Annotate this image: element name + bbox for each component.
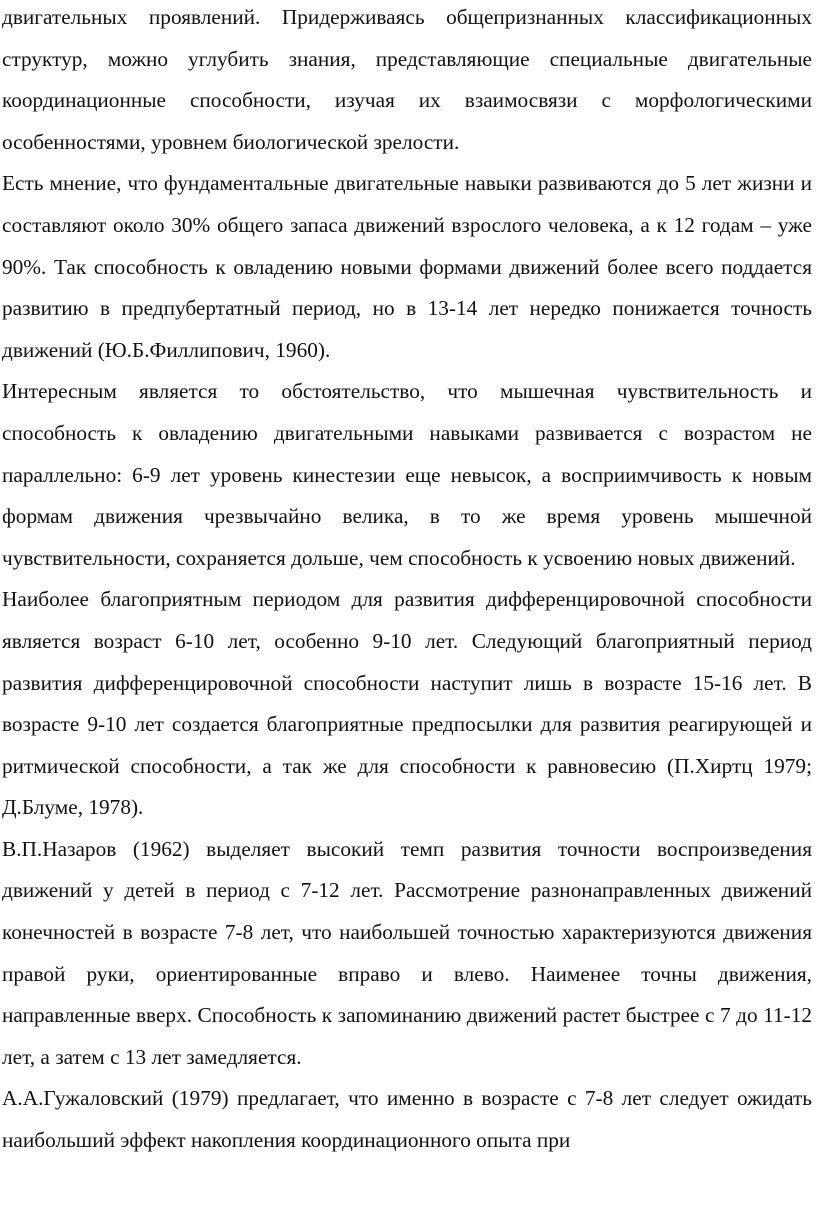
paragraph-5: В.П.Назаров (1962) выделяет высокий темп развития точности воспроизведения движений у детей в период с 7-12 лет. Рассмотрение разнонаправленных движений конечностей в возрасте 7-8 лет, что наибольшей точностью характеризуются движения правой руки, ориентированные вправо и влево. Наименее точны движения, направленные вверх. Способность к запоминанию движений растет быстрее с 7 до 11-12 лет, а затем с 13 лет замедляется. (2, 836, 812, 1069)
paragraph-6: А.А.Гужаловский (1979) предлагает, что именно в возрасте с 7-8 лет следует ожидать наибольший эффект накопления координационного опыта при (2, 1086, 812, 1153)
paragraph-1: двигательных проявлений. Придерживаясь общепризнанных классификационных структур, можно углубить знания, представляющие специальные двигательные координационные способности, изучая их взаимосвязи с морфологическими особенностями, уровнем биологической зрелости. (2, 5, 812, 154)
paragraph-4: Наиболее благоприятным периодом для развития дифференцировочной способности является возраст 6-10 лет, особенно 9-10 лет. Следующий благоприятный период развития дифференцировочной способности наступит лишь в возрасте 15-16 лет. В возрасте 9-10 лет создается благоприятные предпосылки для развития реагирующей и ритмической способности, а так же для способности к равновесию (П.Хиртц 1979; Д.Блуме, 1978). (2, 587, 812, 820)
paragraph-3: Интересным является то обстоятельство, что мышечная чувствительность и способность к овладению двигательными навыками развивается с возрастом не параллельно: 6-9 лет уровень кинестезии еще невысок, а восприимчивость к новым формам движения чрезвычайно велика, в то же время уровень мышечной чувствительности, сохраняется дольше, чем способность к усвоению новых движений. (2, 379, 812, 570)
paragraph-2: Есть мнение, что фундаментальные двигательные навыки развиваются до 5 лет жизни и составляют около 30% общего запаса движений взрослого человека, а к 12 годам – уже 90%. Так способность к овладению новыми формами движений более всего поддается развитию в предпубертатный период, но в 13-14 лет нередко понижается точность движений (Ю.Б.Филлипович, 1960). (2, 171, 812, 362)
